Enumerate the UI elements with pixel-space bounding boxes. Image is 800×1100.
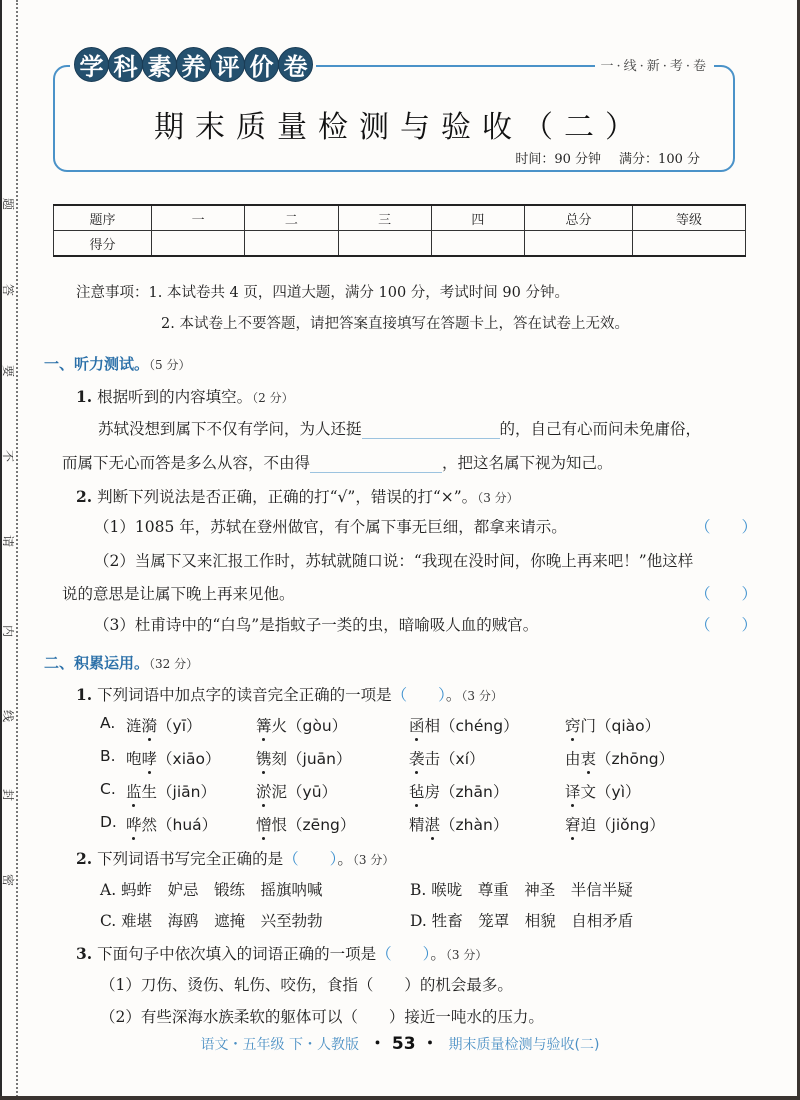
question-number: 1. [76,685,93,704]
word-char: 房 [424,783,441,801]
exam-time: 时间：90 分钟 [515,152,602,167]
footer-title: 期末质量检测与验收(二) [448,1037,600,1053]
table-row [54,205,746,231]
score-table [53,204,746,257]
pinyin: （xí） [440,750,485,768]
section-points: （32 分） [149,657,199,671]
option-letter: D. [100,813,117,831]
series-label: 一·线·新·考·卷 [595,55,714,74]
badge-char: 科 [108,47,143,82]
fill-line [62,451,613,473]
table-cell: 四 [431,205,524,231]
question-points: （2 分） [252,391,294,405]
text: 而属下无心而答是多么从容，不由得 [62,454,311,472]
answer-blank[interactable] [362,420,500,439]
option-letter: B. [100,747,116,765]
option-A[interactable]: A. 蚂蚱 妒忌 锻练 摇旗呐喊 [100,881,323,899]
word-pinyin [126,813,217,835]
table-cell: 二 [245,205,338,231]
exam-full-score: 满分：100 分 [619,152,700,167]
page-number: ・ 53 ・ [369,1034,439,1054]
word-char: 哮 [142,747,158,769]
margin-char: 请 [1,534,15,547]
sentence-item: （2）有些深海水族柔软的躯体可以（ ）接近一吨水的压力。 [100,1008,544,1026]
badge-char: 卷 [278,47,313,82]
judge-item: （2）当属下又来汇报工作时，苏轼就随口说：“我现在没时间，你晚上再来吧！”他这样 [94,552,694,570]
pinyin: （yī） [157,717,202,735]
word-char: 文 [580,783,597,801]
word-pinyin [409,714,519,736]
word-pinyin [565,780,641,802]
pinyin: （yū） [287,783,338,801]
option-B[interactable]: B. 喉咙 尊重 神圣 半信半疑 [410,881,633,899]
pinyin: （zhōng） [596,750,675,768]
score-input-cell[interactable] [431,231,524,257]
notes-label: 注意事项： [76,285,149,301]
word-char: 门 [580,717,597,735]
judge-item: （1）1085 年，苏轼在登州做官，有个属下事无巨细，都拿来请示。 [94,518,567,536]
score-input-cell[interactable] [338,231,431,257]
margin-char: 密 [1,873,15,886]
fill-line [98,417,701,439]
score-input-cell[interactable] [525,231,633,257]
pinyin: （zhān） [440,783,509,801]
score-input-cell[interactable] [633,231,746,257]
word-char: 击 [424,750,441,768]
table-cell: 得分 [54,231,152,257]
question-text: 根据听到的内容填空。 [97,388,253,406]
score-input-cell[interactable] [152,231,245,257]
judge-item: 说的意思是让属下晚上再来见他。 [62,585,295,603]
question-points: （3 分） [352,853,395,867]
pinyin: （juān） [287,750,352,768]
pinyin: （jiǒng） [596,816,665,834]
option-D[interactable]: D. 牲畜 笼罩 相貌 自相矛盾 [410,912,634,930]
word-char: 函 [409,714,425,736]
word-char: 淤 [256,780,272,802]
word-pinyin [126,714,202,736]
word-char: 然 [141,816,158,834]
badge-char: 养 [176,47,211,82]
word-pinyin [409,780,508,802]
question-text: 下列词语书写完全正确的是 [97,850,284,868]
question [76,683,503,705]
margin-char: 要 [1,364,15,377]
table-cell: 一 [152,205,245,231]
pinyin: （zhàn） [440,816,509,834]
word-pinyin [256,813,355,835]
header-badge [70,47,316,82]
question-number: 2. [76,849,93,868]
margin-char: 题 [1,197,15,210]
word-char: 刻 [271,750,288,768]
answer-paren[interactable]: （ ） [695,616,758,634]
word-char: 生 [141,783,158,801]
margin-char: 不 [1,449,15,462]
question-number: 3. [76,944,93,963]
word-pinyin [256,780,337,802]
word-char: 译 [565,780,581,802]
word-char: 窍 [565,714,581,736]
word-pinyin [126,780,216,802]
answer-paren[interactable]: （ ） [695,585,758,603]
word-char: 湛 [425,813,441,835]
pinyin: （huá） [157,816,218,834]
question [76,847,394,869]
margin-char: 封 [1,788,15,801]
badge-char: 评 [210,47,245,82]
pinyin: （xiāo） [157,750,221,768]
question-text: 判断下列说法是否正确，正确的打“√”，错误的打“×”。 [97,488,478,506]
word-char: 袭 [409,747,425,769]
pinyin: （gòu） [287,717,348,735]
word-char: 毡 [409,780,425,802]
answer-blank[interactable] [310,454,442,473]
question [76,942,487,964]
word-pinyin [565,747,674,769]
question-text: 下面句子中依次填入的词语正确的一项是 [97,945,377,963]
question-text: 下列词语中加点字的读音完全正确的一项是 [97,686,392,704]
seal-dotted-line [16,0,18,1100]
word-char: 漪 [142,714,158,736]
word-char: 哗 [126,813,142,835]
margin-char: 内 [1,624,15,637]
pinyin: （yì） [596,783,641,801]
question-number: 1. [76,387,93,406]
answer-paren[interactable]: （ ） [391,686,446,704]
option-letter: A. [100,714,116,732]
word-char: 由 [565,750,581,768]
word-char: 恨 [271,816,288,834]
judge-item: （3）杜甫诗中的“白鸟”是指蚊子一类的虫，暗喻吸人血的贼官。 [94,616,539,634]
question [76,485,519,507]
notes-line-1 [76,281,569,302]
page-edge-left [0,0,2,1100]
page-edge-bottom [0,1096,800,1100]
answer-paren[interactable]: （ ） [283,850,338,868]
text: 。 [445,686,462,704]
section-title: 二、积累运用。 [44,654,150,672]
section-points: （5 分） [149,358,191,372]
word-pinyin [256,714,347,736]
text: 。 [430,945,446,963]
exam-meta [497,148,700,167]
text: 苏轼没想到属下不仅有学问，为人还挺 [98,420,362,438]
text: ，把这名属下视为知己。 [442,454,613,472]
word-pinyin [565,813,665,835]
question [76,385,294,407]
margin-char: 线 [1,709,15,722]
pinyin: （zēng） [287,816,356,834]
table-cell: 三 [338,205,431,231]
question-points: （3 分） [461,689,503,703]
word-char: 精 [409,816,425,834]
word-char: 镌 [256,747,272,769]
section-title: 一、听力测试。 [44,355,150,373]
word-pinyin [409,813,508,835]
question-points: （3 分） [477,491,519,505]
margin-char: 答 [1,283,15,296]
word-pinyin [126,747,221,769]
word-pinyin [409,747,485,769]
section-heading [44,652,198,673]
word-char: 衷 [581,747,597,769]
word-pinyin [256,747,351,769]
table-cell: 题序 [54,205,152,231]
word-char: 涟 [126,717,142,735]
badge-char: 价 [244,47,279,82]
badge-char: 素 [142,47,177,82]
word-char: 相 [424,717,441,735]
notes-item: 2. 本试卷上不要答题，请把答案直接填写在答题卡上，答在试卷上无效。 [161,316,629,332]
word-char: 憎 [256,813,272,835]
question-number: 2. [76,487,93,506]
pinyin: （jiān） [157,783,216,801]
option-letter: C. [100,780,116,798]
footer-subject: 语文・五年级 下・人教版 [200,1037,359,1053]
word-char: 泥 [271,783,288,801]
question-points: （3 分） [445,948,488,962]
text: 。 [337,850,353,868]
word-char: 迫 [580,816,597,834]
page-title: 期末质量检测与验收（二） [154,110,646,145]
word-char: 篝 [256,714,272,736]
sentence-item: （1）刀伤、烫伤、轧伤、咬伤，食指（ ）的机会最多。 [100,976,513,994]
word-char: 窘 [565,813,581,835]
page-footer [0,1029,800,1054]
pinyin: （qiào） [596,717,661,735]
word-char: 监 [126,780,142,802]
section-heading [44,353,190,374]
word-char: 咆 [126,750,142,768]
table-row [54,231,746,257]
answer-paren[interactable]: （ ） [695,518,758,536]
badge-char: 学 [74,47,109,82]
notes-item: 1. 本试卷共 4 页，四道大题，满分 100 分，考试时间 90 分钟。 [148,285,569,301]
score-input-cell[interactable] [245,231,338,257]
table-cell: 等级 [633,205,746,231]
word-pinyin [565,714,660,736]
text: 的，自己有心而问未免庸俗， [499,420,702,438]
answer-paren[interactable]: （ ） [376,945,431,963]
word-char: 火 [271,717,288,735]
table-cell: 总分 [525,205,633,231]
pinyin: （chéng） [440,717,519,735]
option-C[interactable]: C. 难堪 海鸥 遮掩 兴至勃勃 [100,912,323,930]
